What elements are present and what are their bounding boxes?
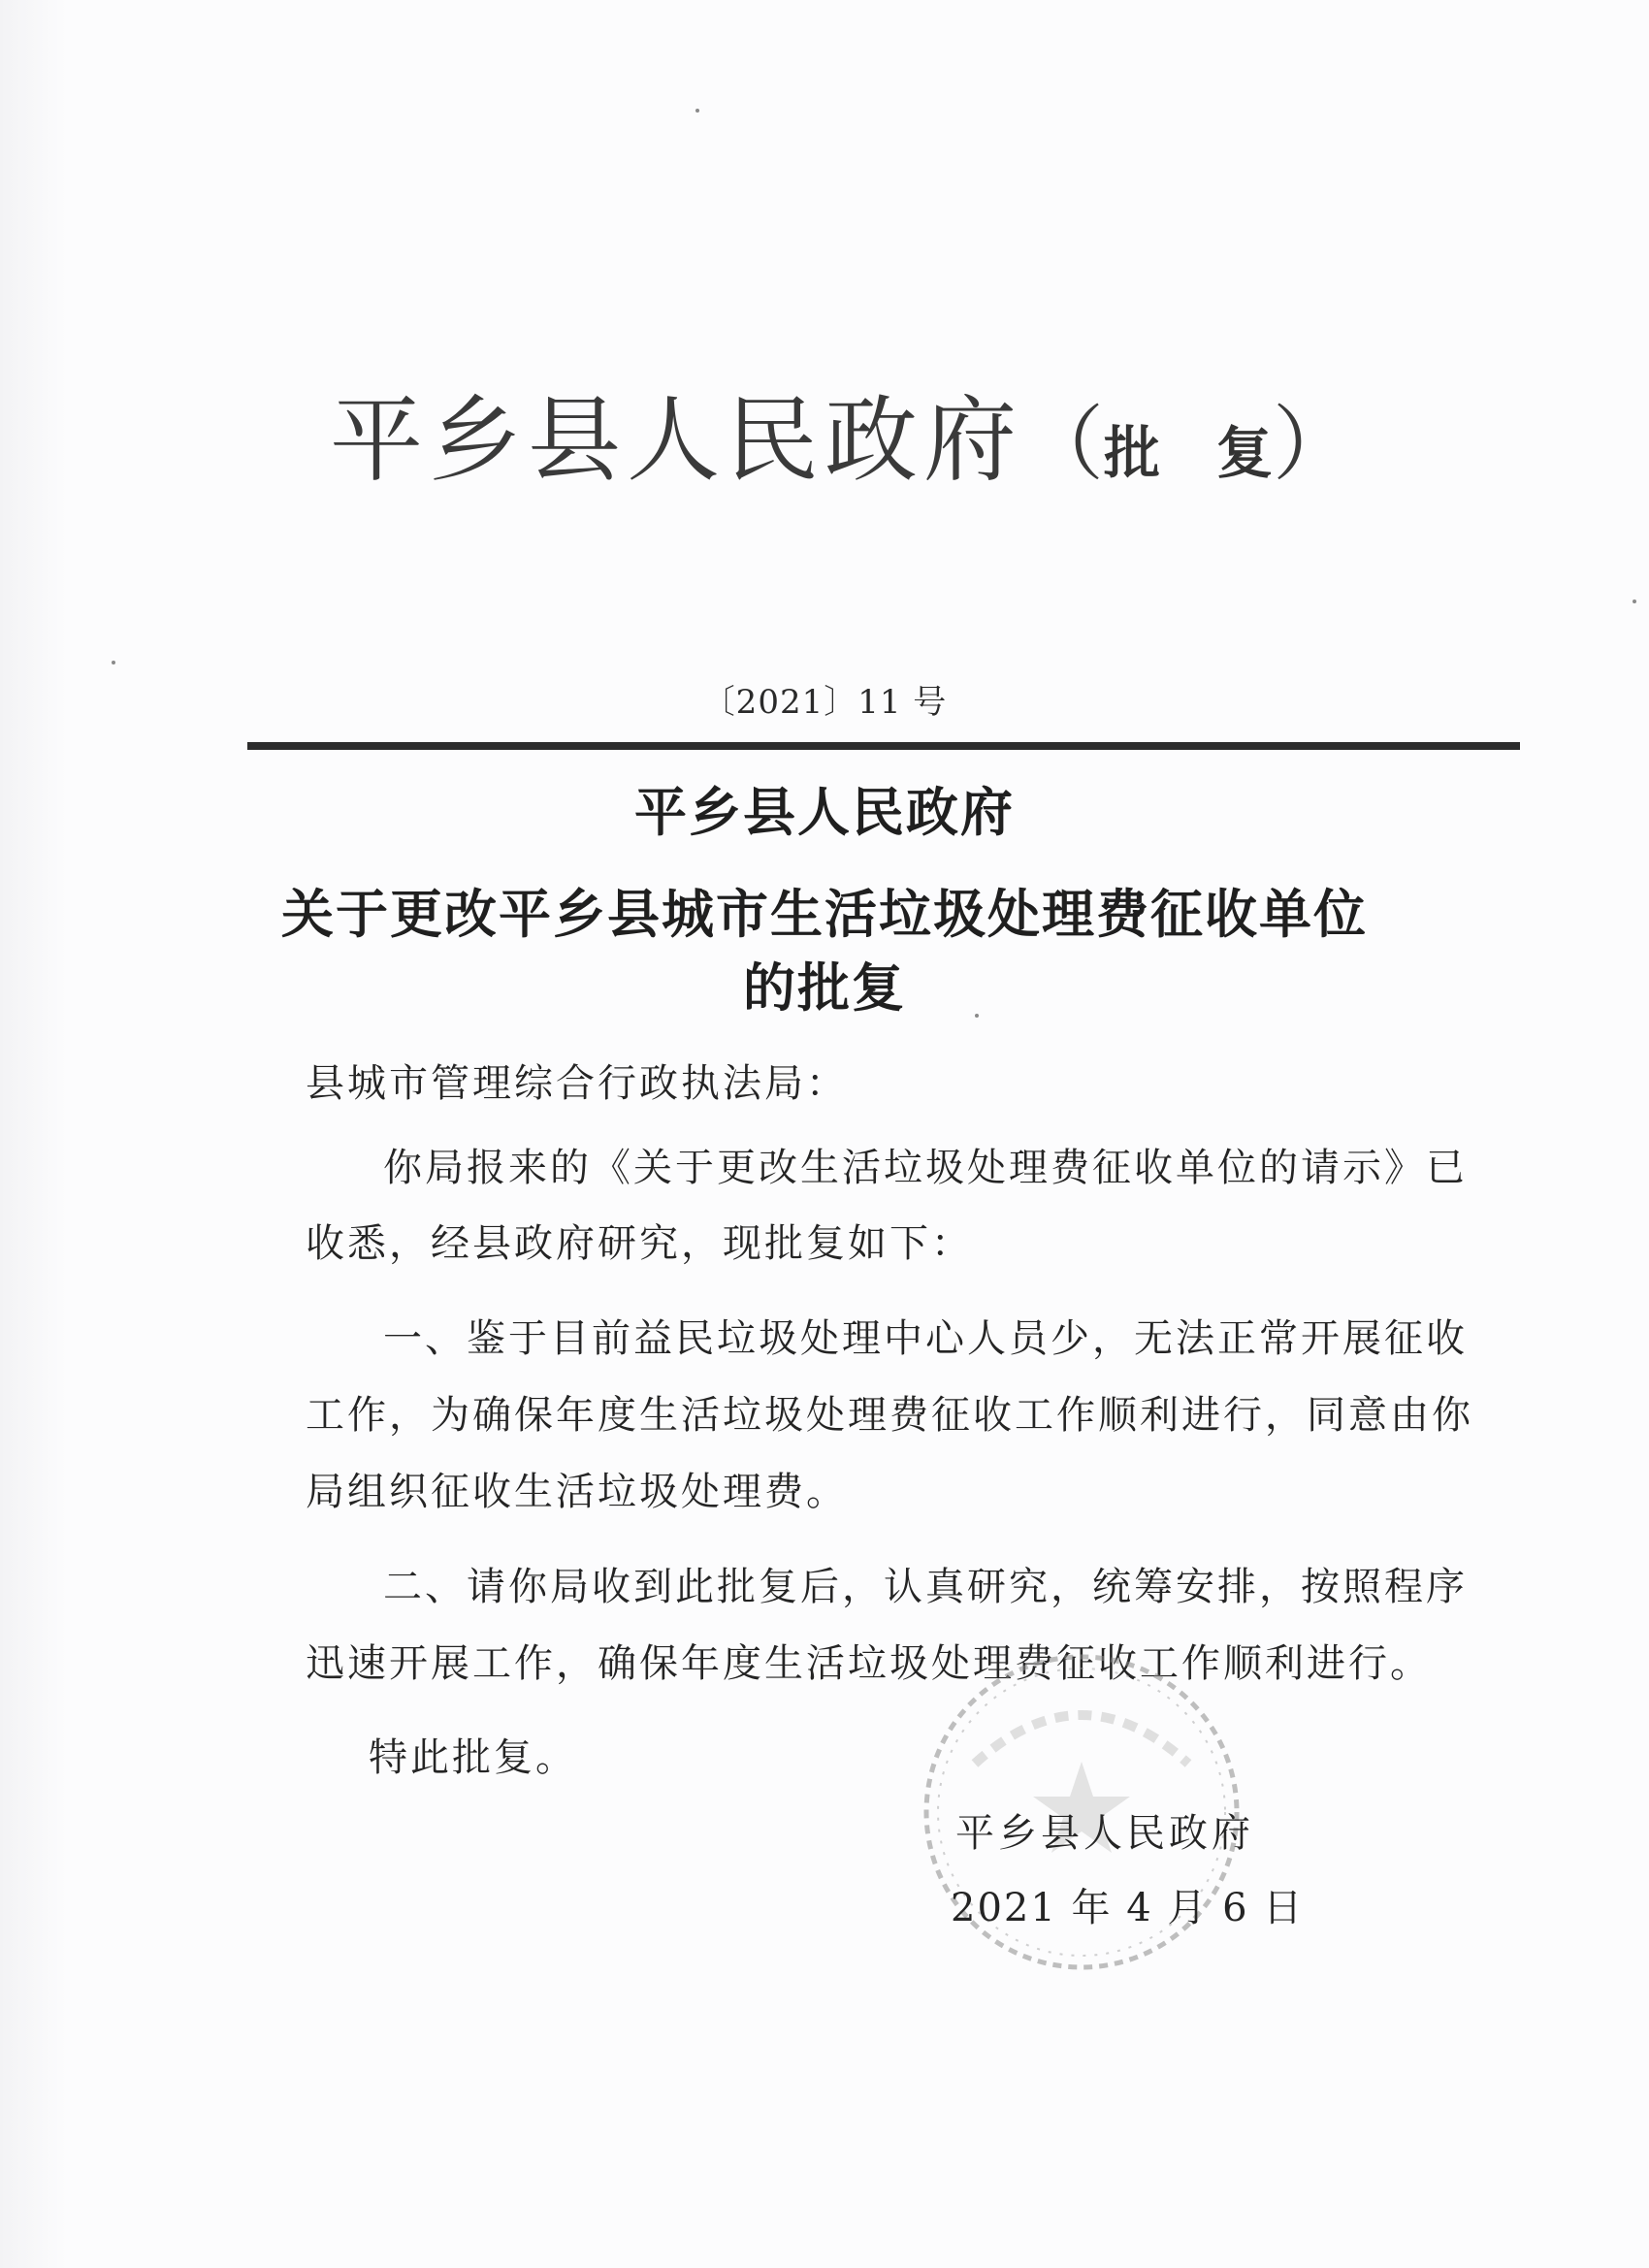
paragraph-3-line-2: 迅速开展工作，确保年度生活垃圾处理费征收工作顺利进行。: [306, 1641, 1432, 1686]
paragraph-2-line-2: 工作，为确保年度生活垃圾处理费征收工作顺利进行，同意由你: [306, 1393, 1473, 1438]
signature-org: 平乡县人民政府: [955, 1811, 1254, 1856]
scan-speck: [1633, 599, 1636, 603]
document-header: [330, 367, 1416, 502]
closing-phrase: 特此批复。: [369, 1735, 577, 1780]
header-org-name: 平乡县人民政府: [330, 386, 1022, 495]
paragraph-2-line-3: 局组织征收生活垃圾处理费。: [306, 1470, 848, 1514]
header-divider: [247, 742, 1520, 750]
header-doc-type: 批 复: [1104, 420, 1274, 486]
header-paren-open: （: [1022, 397, 1105, 492]
paragraph-3-line-1: 二、请你局收到此批复后，认真研究，统筹安排，按照程序: [383, 1565, 1468, 1609]
header-paren-close: ）: [1273, 397, 1355, 492]
scan-shadow: [0, 0, 68, 2268]
scan-speck: [112, 661, 115, 664]
paragraph-2-line-1: 一、鉴于目前益民垃圾处理中心人员少，无法正常开展征收: [383, 1316, 1468, 1361]
title-line-1: 平乡县人民政府: [634, 782, 1015, 843]
title-line-3: 的批复: [743, 957, 906, 1019]
document-number: 〔2021〕11 号: [701, 683, 948, 722]
paragraph-1-line-2: 收悉，经县政府研究，现批复如下：: [306, 1221, 973, 1266]
addressee: 县城市管理综合行政执法局：: [306, 1061, 848, 1106]
title-line-2: 关于更改平乡县城市生活垃圾处理费征收单位: [281, 884, 1368, 945]
paragraph-1-line-1: 你局报来的《关于更改生活垃圾处理费征收单位的请示》已: [383, 1146, 1468, 1190]
signature-date: 2021 年 4 月 6 日: [951, 1886, 1305, 1930]
scan-speck: [695, 109, 699, 113]
